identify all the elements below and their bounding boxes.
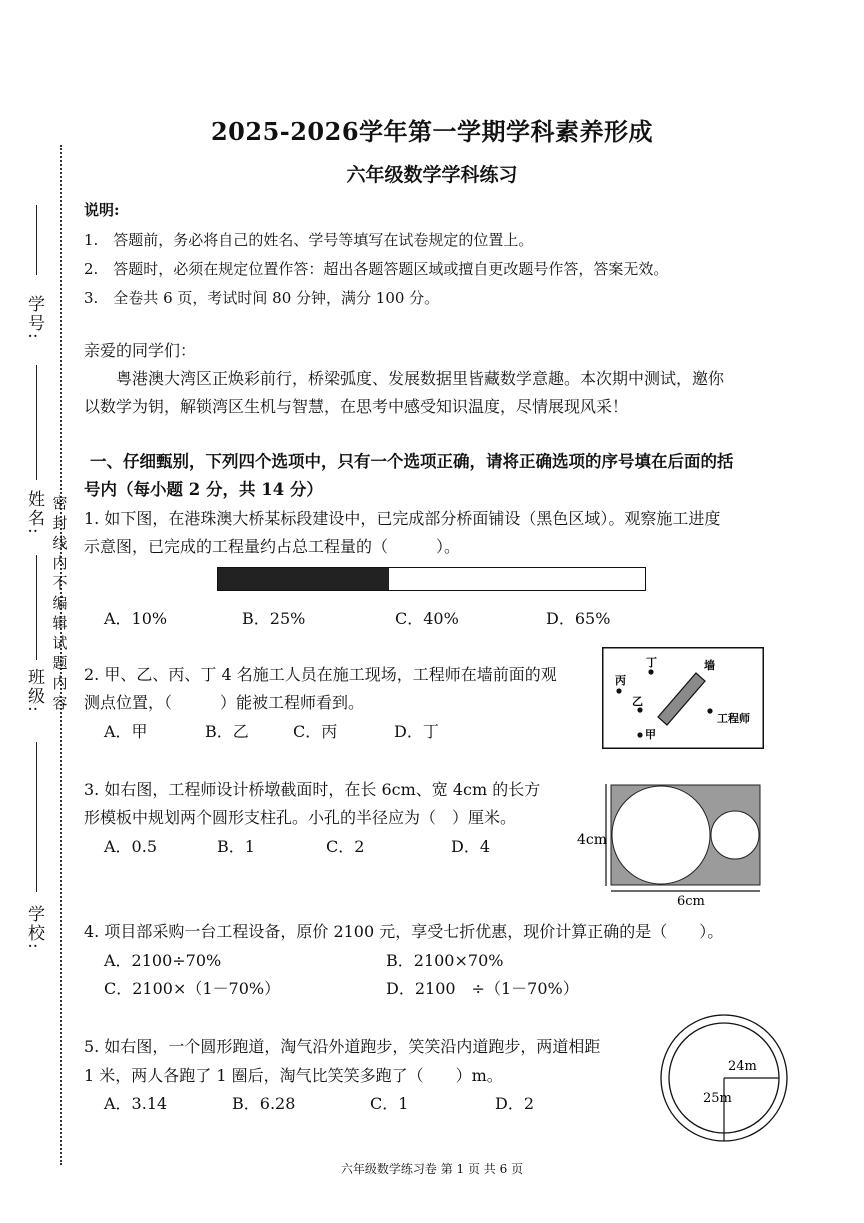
progress-fill: [218, 568, 389, 590]
label-bing: 丙: [615, 674, 626, 687]
section-heading: 一、仔细甄别，下列四个选项中，只有一个选项正确，请将正确选项的序号填在后面的括: [90, 452, 734, 471]
option-a: A．0.5: [104, 837, 158, 856]
section-heading: 号内（每小题 2 分，共 14 分）: [84, 480, 323, 499]
large-circle: [612, 786, 710, 884]
xuehao-line: [36, 205, 37, 275]
wall-figure: [602, 647, 764, 749]
option-a: A．甲: [104, 722, 148, 741]
instructions-heading: 说明:: [84, 201, 120, 219]
option-a: A．3.14: [104, 1094, 168, 1113]
xuexiao-label: 学校:: [24, 905, 44, 951]
instruction-item: 1. 答题前，务必将自己的姓名、学号等填写在试卷规定的位置上。: [84, 231, 534, 249]
question-text: 1. 如下图，在港珠澳大桥某标段建设中，已完成部分桥面铺设（黑色区域）。观察施工进度: [84, 509, 721, 528]
question-text: 测点位置，（ ）能被工程师看到。: [84, 693, 365, 712]
outer-radius-label: 25m: [703, 1091, 732, 1106]
option-d: D．丁: [394, 722, 439, 741]
label-engineer: 工程师: [717, 712, 750, 725]
small-circle: [711, 811, 759, 859]
option-d: D．65%: [546, 609, 611, 628]
label-ding: 丁: [646, 656, 657, 669]
question-text: 1 米，两人各跑了 1 圈后，淘气比笑笑多跑了（ ）m。: [84, 1066, 503, 1085]
inner-radius-label: 24m: [728, 1059, 757, 1074]
banji-label: 班级:: [24, 668, 44, 714]
point-engineer: [707, 708, 712, 713]
option-c: C．2: [326, 837, 365, 856]
option-c: C．2100×（1－70%）: [104, 979, 281, 998]
rectangle-circles-figure: [575, 778, 770, 908]
option-a: A．10%: [104, 609, 168, 628]
option-b: B．6.28: [232, 1094, 296, 1113]
option-b: B．乙: [205, 722, 249, 741]
question-text: 形模板中规划两个圆形支柱孔。小孔的半径应为（ ）厘米。: [84, 808, 517, 827]
xingming-line: [36, 365, 37, 480]
option-d: D．4: [451, 837, 491, 856]
option-b: B．1: [217, 837, 255, 856]
option-d: D．2: [495, 1094, 535, 1113]
greeting-salutation: 亲爱的同学们：: [84, 341, 197, 360]
running-track-figure: [658, 1012, 788, 1144]
option-b: B．2100×70%: [386, 951, 504, 970]
label-wall: 墙: [704, 659, 715, 672]
page-subtitle: 六年级数学学科练习: [346, 164, 518, 186]
seal-notice: 密封线内不编辑试题内容: [52, 494, 68, 712]
width-label: 6cm: [677, 894, 705, 908]
question-text: 5. 如右图，一个圆形跑道，淘气沿外道跑步，笑笑沿内道跑步，两道相距: [84, 1037, 601, 1056]
label-yi: 乙: [632, 695, 643, 708]
xingming-label: 姓名:: [24, 490, 44, 536]
point-ding: [648, 669, 653, 674]
option-c: C．40%: [395, 609, 459, 628]
point-bing: [616, 688, 621, 693]
page-title: 2025-2026学年第一学期学科素养形成: [210, 117, 654, 146]
question-text: 4. 项目部采购一台工程设备，原价 2100 元，享受七折优惠，现价计算正确的是（ ）。: [84, 922, 724, 941]
instruction-item: 3. 全卷共 6 页，考试时间 80 分钟，满分 100 分。: [84, 289, 440, 307]
wall-shape: [658, 673, 705, 725]
instruction-item: 2. 答题时，必须在规定位置作答：超出各题答题区域或擅自更改题号作答，答案无效。: [84, 260, 669, 278]
option-d: D．2100 ÷（1－70%）: [386, 979, 579, 998]
page-footer: 六年级数学练习卷 第 1 页 共 6 页: [340, 1162, 524, 1176]
height-label: 4cm: [577, 832, 608, 848]
xuehao-label: 学号:: [24, 295, 44, 341]
progress-bar: [217, 567, 646, 591]
question-text: 2. 甲、乙、丙、丁 4 名施工人员在施工现场，工程师在墙前面的观: [84, 665, 557, 684]
xuexiao-line: [36, 742, 37, 892]
label-jia: 甲: [645, 728, 656, 741]
banji-line: [36, 555, 37, 660]
greeting-line: 粤港澳大湾区正焕彩前行，桥梁弧度、发展数据里皆藏数学意趣。本次期中测试，邀你: [116, 369, 725, 388]
option-a: A．2100÷70%: [104, 951, 222, 970]
greeting-line: 以数学为钥，解锁湾区生机与智慧，在思考中感受知识温度，尽情展现风采！: [84, 397, 629, 416]
option-c: C．1: [370, 1094, 409, 1113]
option-b: B．25%: [242, 609, 306, 628]
option-c: C．丙: [293, 722, 338, 741]
point-yi: [637, 707, 642, 712]
question-text: 3. 如右图，工程师设计桥墩截面时，在长 6cm、宽 4cm 的长方: [84, 780, 541, 799]
point-jia: [637, 732, 642, 737]
question-text: 示意图，已完成的工程量约占总工程量的（ ）。: [84, 537, 461, 556]
